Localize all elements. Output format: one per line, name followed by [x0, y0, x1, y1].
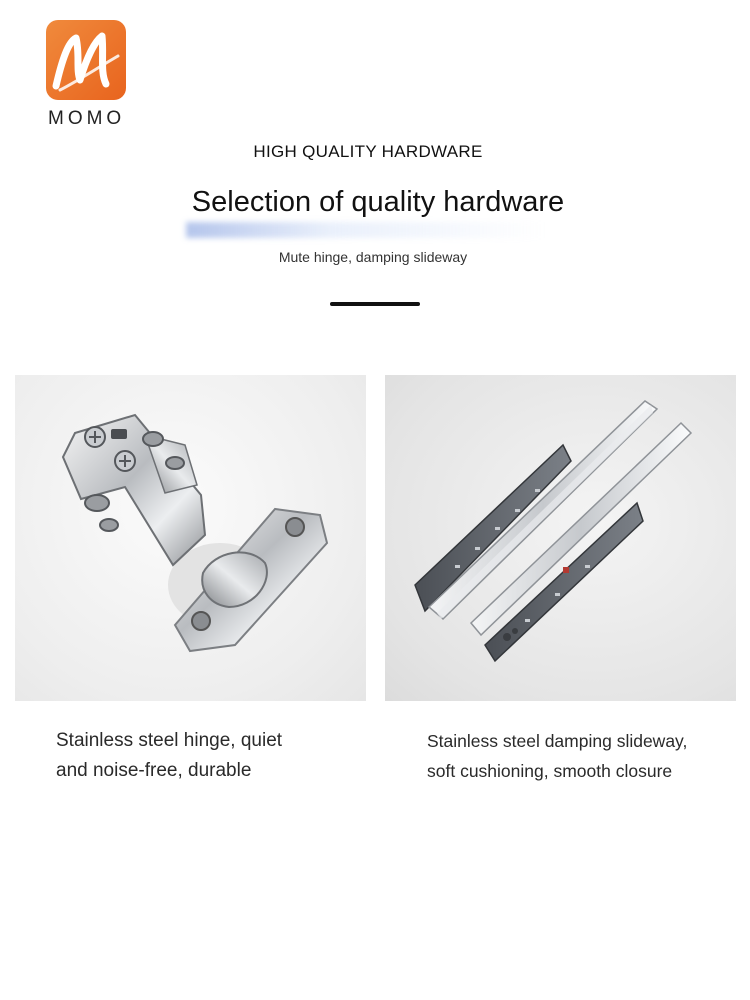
slideway-caption: [427, 726, 737, 786]
slideway-caption-line2: soft cushioning, smooth closure: [427, 761, 673, 781]
slideway-caption-line1: Stainless steel damping slideway,: [427, 731, 688, 751]
title-brush-stroke: [186, 222, 546, 238]
page-title: Selection of quality hardware: [191, 186, 565, 218]
slideway-image: [385, 375, 736, 701]
logo-text: MOMO: [48, 108, 126, 129]
momo-logo-icon: [46, 20, 126, 100]
hinge-caption-line1: Stainless steel hinge, quiet: [56, 730, 283, 751]
hinge-caption-line2: and noise-free, durable: [56, 760, 252, 781]
hinge-caption: [56, 726, 356, 786]
section-divider: [330, 302, 420, 306]
brand-logo: [46, 20, 130, 130]
section-kicker: HIGH QUALITY HARDWARE: [253, 142, 483, 161]
page-subtitle: Mute hinge, damping slideway: [278, 249, 468, 265]
hinge-image: [15, 375, 366, 701]
